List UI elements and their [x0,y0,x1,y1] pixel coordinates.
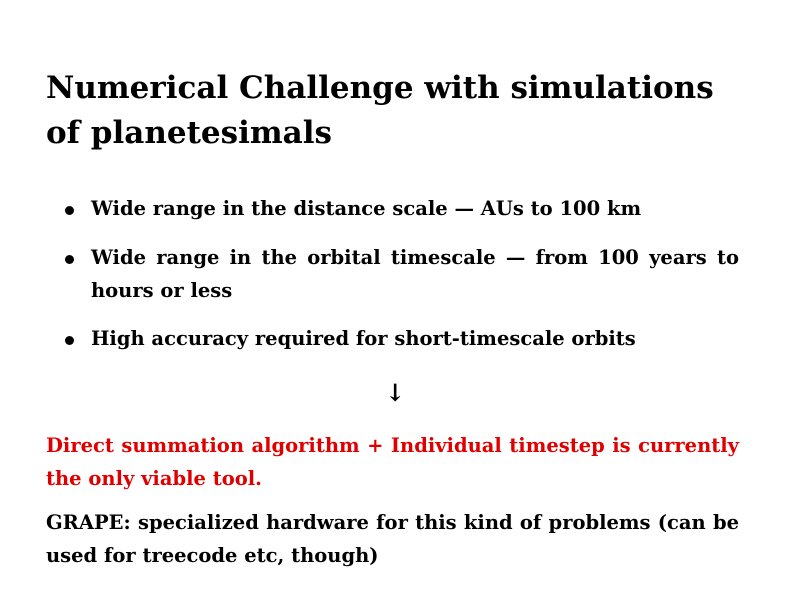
bullet-text: High accuracy required for short-timescale orbits [91,327,636,350]
bullet-dot-icon [65,206,74,215]
slide-title: Numerical Challenge with simulations of planetesimals [46,70,714,151]
bullet-item [91,192,739,225]
bullet-item [91,241,739,307]
conclusion-highlight: Direct summation algorithm + Individual timestep is currently the only viable tool. [46,434,739,490]
bullet-dot-icon [65,255,74,264]
down-arrow-icon: ↓ [384,378,406,407]
grape-note: GRAPE: specialized hardware for this kind of problems (can be used for treecode etc, though) [46,511,739,567]
bullet-item [91,322,739,355]
bullet-dot-icon [65,336,74,345]
bullet-text: Wide range in the distance scale — AUs to 100 km [91,197,642,220]
bullet-text: Wide range in the orbital timescale — from 100 years to hours or less [91,246,739,302]
